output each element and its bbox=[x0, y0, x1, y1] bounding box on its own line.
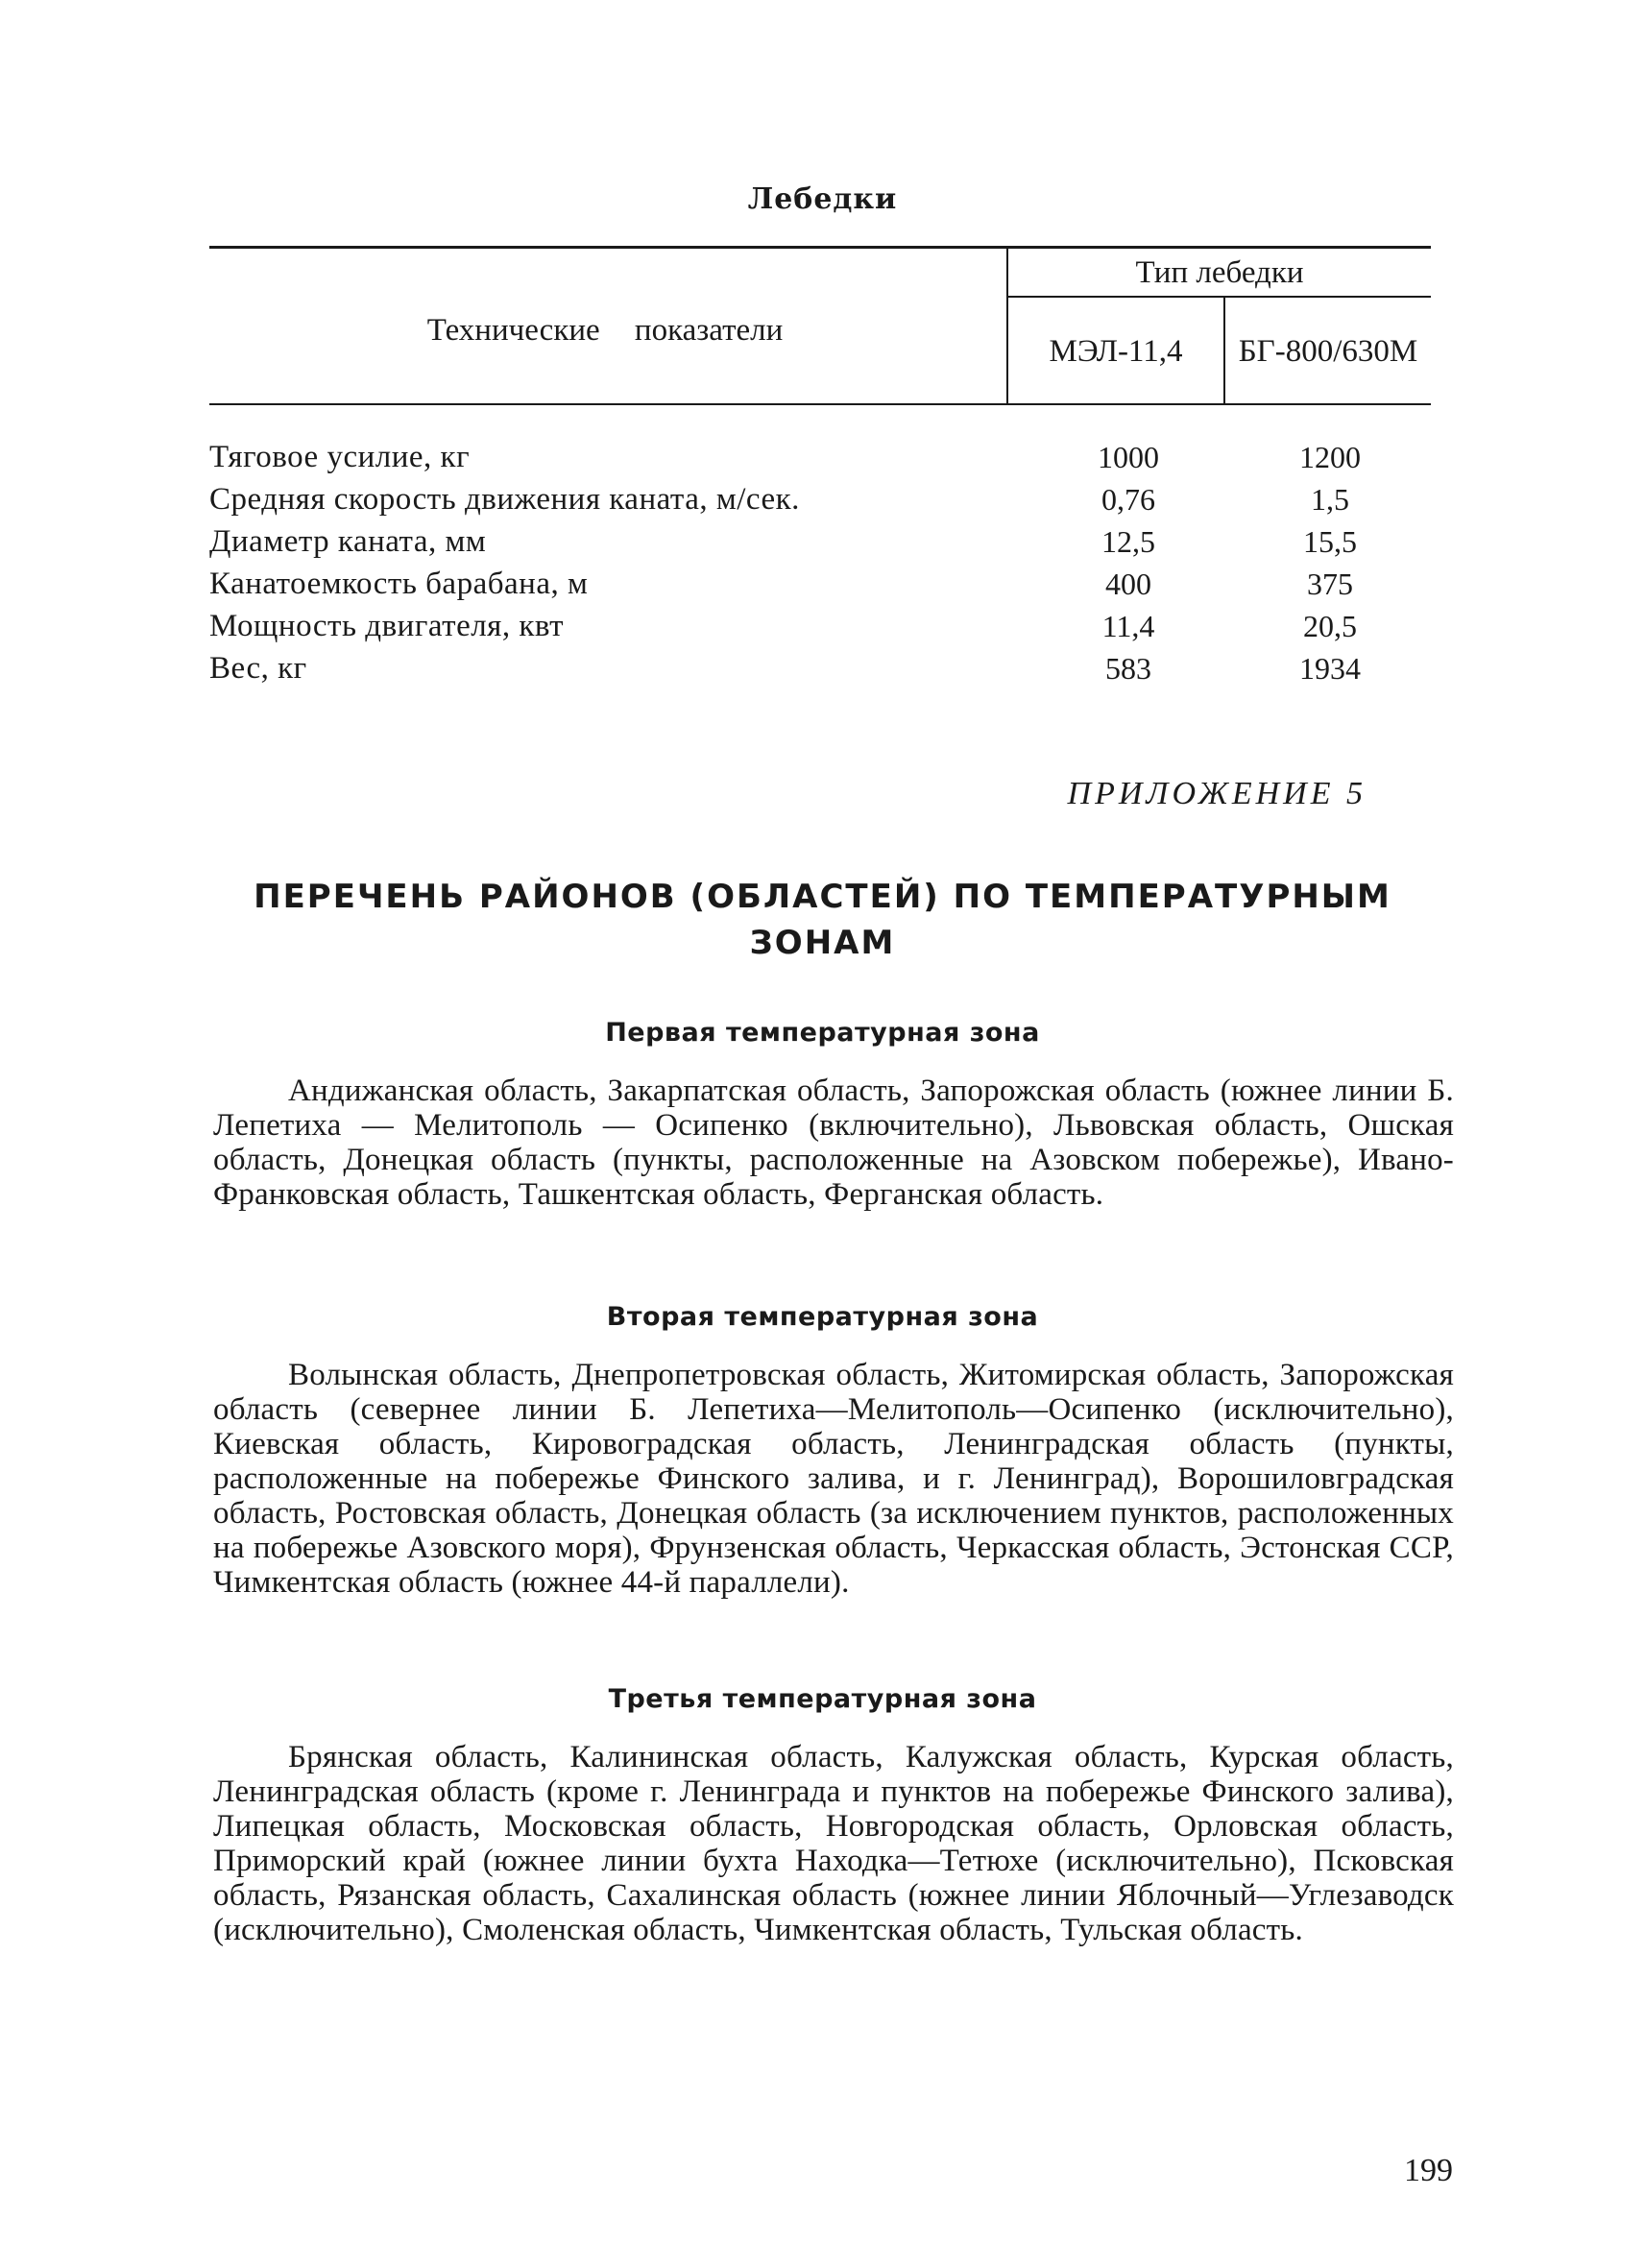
table-title: Лебедки bbox=[747, 182, 898, 216]
row-value-mel: 583 bbox=[1105, 651, 1151, 686]
row-value-bg: 375 bbox=[1307, 567, 1353, 601]
row-value-mel: 400 bbox=[1105, 567, 1151, 601]
winch-type-header: Тип лебедки bbox=[1135, 255, 1304, 290]
row-label: Мощность двигателя, квт bbox=[209, 609, 565, 643]
row-value-bg: 15,5 bbox=[1303, 524, 1357, 559]
column-header-bg: БГ-800/630М bbox=[1238, 334, 1418, 369]
row-value-bg: 1,5 bbox=[1311, 482, 1349, 517]
zone-heading: Третья температурная зона bbox=[608, 1684, 1037, 1714]
row-value-bg: 1934 bbox=[1299, 651, 1361, 686]
appendix-label: ПРИЛОЖЕНИЕ 5 bbox=[1067, 776, 1367, 811]
row-value-mel: 1000 bbox=[1098, 440, 1159, 474]
row-value-mel: 11,4 bbox=[1101, 609, 1155, 643]
row-label: Вес, кг bbox=[209, 651, 307, 686]
table-type-divider bbox=[1008, 296, 1431, 298]
row-value-bg: 1200 bbox=[1299, 440, 1361, 474]
page-number: 199 bbox=[1404, 2153, 1453, 2188]
row-label: Диаметр каната, мм bbox=[209, 524, 487, 559]
row-value-mel: 0,76 bbox=[1101, 482, 1155, 517]
zone-heading: Первая температурная зона bbox=[605, 1018, 1040, 1048]
params-column-header: Технические показатели bbox=[426, 313, 784, 348]
row-value-bg: 20,5 bbox=[1303, 609, 1357, 643]
table-top-rule bbox=[209, 246, 1431, 249]
row-label: Тяговое усилие, кг bbox=[209, 440, 471, 474]
zone-paragraph: Брянская область, Калининская область, Калужская область, Курская область, Ленинградская область (кроме г. Ленинграда и пунктов на побережье Финского залива), Липецкая область, Московская область, Новгородская область, Орловская область, Приморский край (южнее линии бухта Находка—Тетюхе (исключительно), Псковская область, Рязанская область, Сахалинская область (южнее линии Яблочный—Углезаводск (исключительно), Смоленская область, Чимкентская область, Тульская область. bbox=[213, 1740, 1454, 1947]
row-label: Канатоемкость барабана, м bbox=[209, 567, 589, 601]
zone-heading: Вторая температурная зона bbox=[606, 1302, 1039, 1332]
appendix-title bbox=[0, 874, 1645, 966]
column-header-mel: МЭЛ-11,4 bbox=[1049, 334, 1183, 369]
appendix-title-line-2: ЗОНАМ bbox=[749, 924, 896, 962]
appendix-title-line-1: ПЕРЕЧЕНЬ РАЙОНОВ (ОБЛАСТЕЙ) ПО ТЕМПЕРАТУРНЫМ bbox=[254, 878, 1391, 916]
zone-paragraph: Андижанская область, Закарпатская область, Запорожская область (южнее линии Б. Лепетиха — Мелитополь — Осипенко (включительно), Львовская область, Ошская область, Донецкая область (пункты, расположенные на Азовском побережье), Ивано-Франковская область, Ташкентская область, Ферганская область. bbox=[213, 1074, 1454, 1212]
row-value-mel: 12,5 bbox=[1101, 524, 1155, 559]
row-label: Средняя скорость движения каната, м/сек. bbox=[209, 482, 800, 517]
zone-paragraph: Волынская область, Днепропетровская область, Житомирская область, Запорожская область (севернее линии Б. Лепетиха—Мелитополь—Осипенко (исключительно), Киевская область, Кировоградская область, Ленинградская область (пункты, расположенные на побережье Финского залива, и г. Ленинград), Ворошиловградская область, Ростовская область, Донецкая область (за исключением пунктов, расположенных на побережье Азовского моря), Фрунзенская область, Черкасская область, Эстонская ССР, Чимкентская область (южнее 44-й параллели). bbox=[213, 1358, 1454, 1600]
table-header-bottom-rule bbox=[209, 403, 1431, 405]
